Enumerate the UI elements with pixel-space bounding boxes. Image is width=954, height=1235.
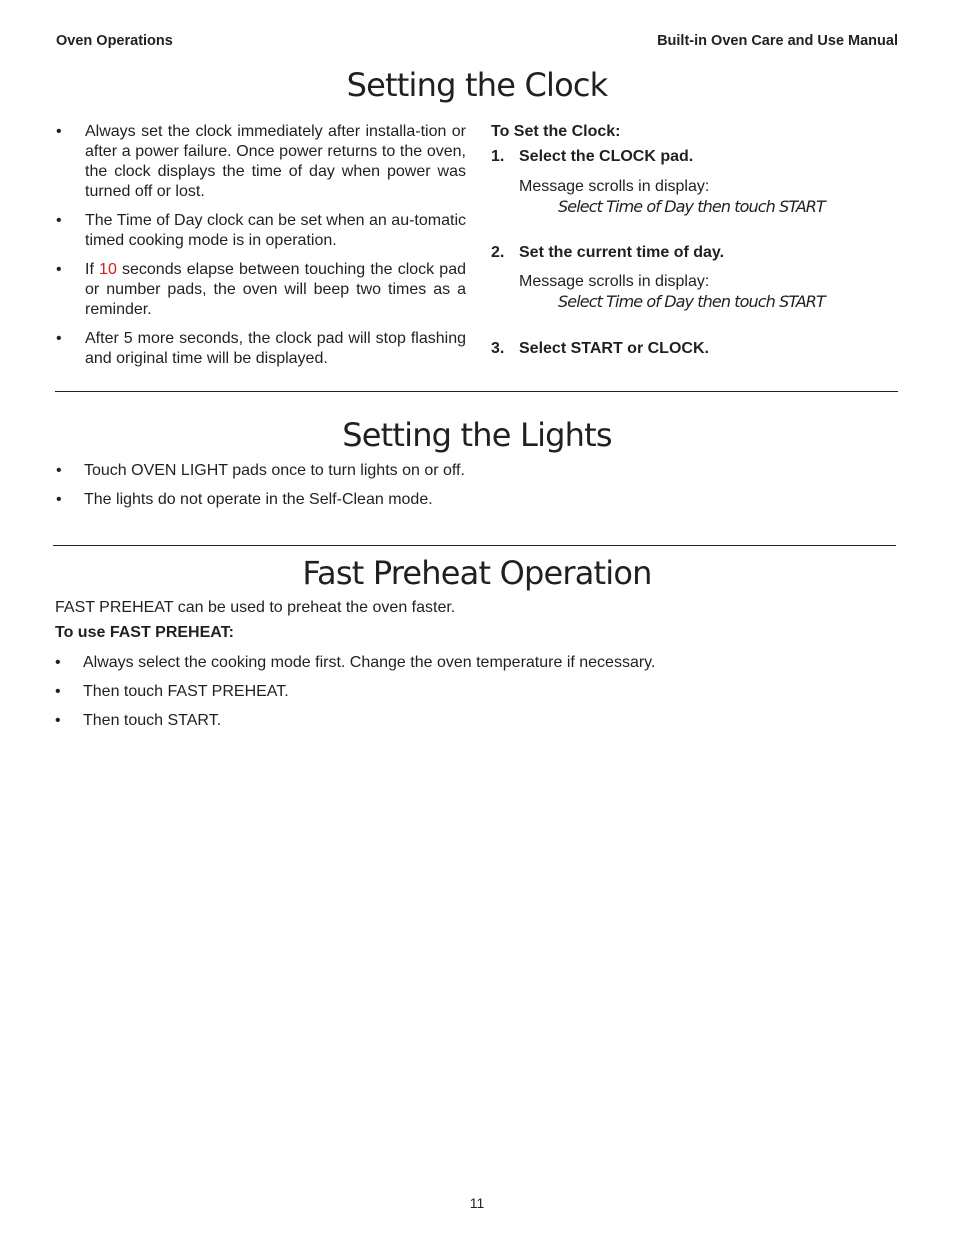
fast-preheat-subheading: To use FAST PREHEAT: — [55, 624, 234, 641]
fast-preheat-intro: FAST PREHEAT can be used to preheat the oven faster. — [55, 599, 456, 616]
fast-preheat-section-title: Fast Preheat Operation — [302, 554, 652, 592]
bullet-text: Then touch FAST PREHEAT. — [83, 683, 289, 700]
bullet-text: Always select the cooking mode first. Change the oven temperature if necessary. — [83, 654, 656, 671]
list-item — [56, 329, 466, 369]
fast-preheat-bullet-list — [55, 653, 895, 740]
bullet-text-suffix: seconds elapse between touching the clock pad or number pads, the oven will beep two times as a reminder. — [85, 261, 466, 318]
bullet-icon: • — [56, 261, 62, 278]
list-item — [56, 260, 466, 320]
list-item — [56, 490, 876, 510]
bullet-text: Then touch START. — [83, 712, 222, 729]
lights-bullet-list — [56, 461, 876, 519]
step-2 — [491, 243, 901, 263]
clock-section-title: Setting the Clock — [346, 66, 608, 104]
header-section-name: Oven Operations — [56, 33, 173, 49]
list-item — [55, 711, 895, 731]
bullet-icon: • — [55, 712, 61, 729]
bullet-text-prefix: If — [85, 261, 100, 278]
bullet-icon: • — [56, 462, 62, 479]
highlighted-seconds: 10 — [99, 261, 117, 278]
display-text: Select Time of Day then touch START — [558, 197, 825, 216]
list-item — [56, 461, 876, 481]
bullet-icon: • — [55, 654, 61, 671]
step-label: Select START or CLOCK. — [519, 340, 709, 357]
bullet-text: The Time of Day clock can be set when an au-tomatic timed cooking mode is in operation. — [85, 212, 466, 249]
step-message: Message scrolls in display: — [519, 178, 710, 195]
step-3 — [491, 339, 901, 359]
section-divider — [53, 545, 896, 546]
step-message: Message scrolls in display: — [519, 273, 710, 290]
bullet-icon: • — [56, 212, 62, 229]
clock-steps — [491, 122, 901, 359]
page-number: 11 — [469, 1195, 485, 1211]
list-item — [55, 682, 895, 702]
list-item — [56, 122, 466, 202]
steps-heading: To Set the Clock: — [491, 123, 621, 140]
step-number: 1. — [491, 148, 505, 165]
step-label: Set the current time of day. — [519, 244, 725, 261]
bullet-text: Always set the clock immediately after installa-tion or after a power failure. Once power returns to the oven, the clock displays the time of day when power was turned off or lost. — [85, 123, 466, 200]
step-1 — [491, 147, 901, 167]
bullet-icon: • — [55, 683, 61, 700]
list-item — [55, 653, 895, 673]
bullet-text: After 5 more seconds, the clock pad will stop flashing and original time will be displayed. — [85, 330, 466, 367]
header-manual-title: Built-in Oven Care and Use Manual — [657, 33, 898, 49]
step-label: Select the CLOCK pad. — [519, 148, 694, 165]
bullet-text: Touch OVEN LIGHT pads once to turn lights on or off. — [84, 462, 465, 479]
lights-section-title: Setting the Lights — [342, 416, 612, 454]
bullet-text: The lights do not operate in the Self-Clean mode. — [84, 491, 433, 508]
bullet-icon: • — [56, 491, 62, 508]
section-divider — [55, 391, 898, 392]
bullet-icon: • — [56, 123, 62, 140]
step-number: 2. — [491, 244, 505, 261]
step-number: 3. — [491, 340, 505, 357]
clock-bullet-list — [56, 122, 466, 378]
bullet-icon: • — [56, 330, 62, 347]
display-text: Select Time of Day then touch START — [558, 292, 825, 311]
list-item — [56, 211, 466, 251]
